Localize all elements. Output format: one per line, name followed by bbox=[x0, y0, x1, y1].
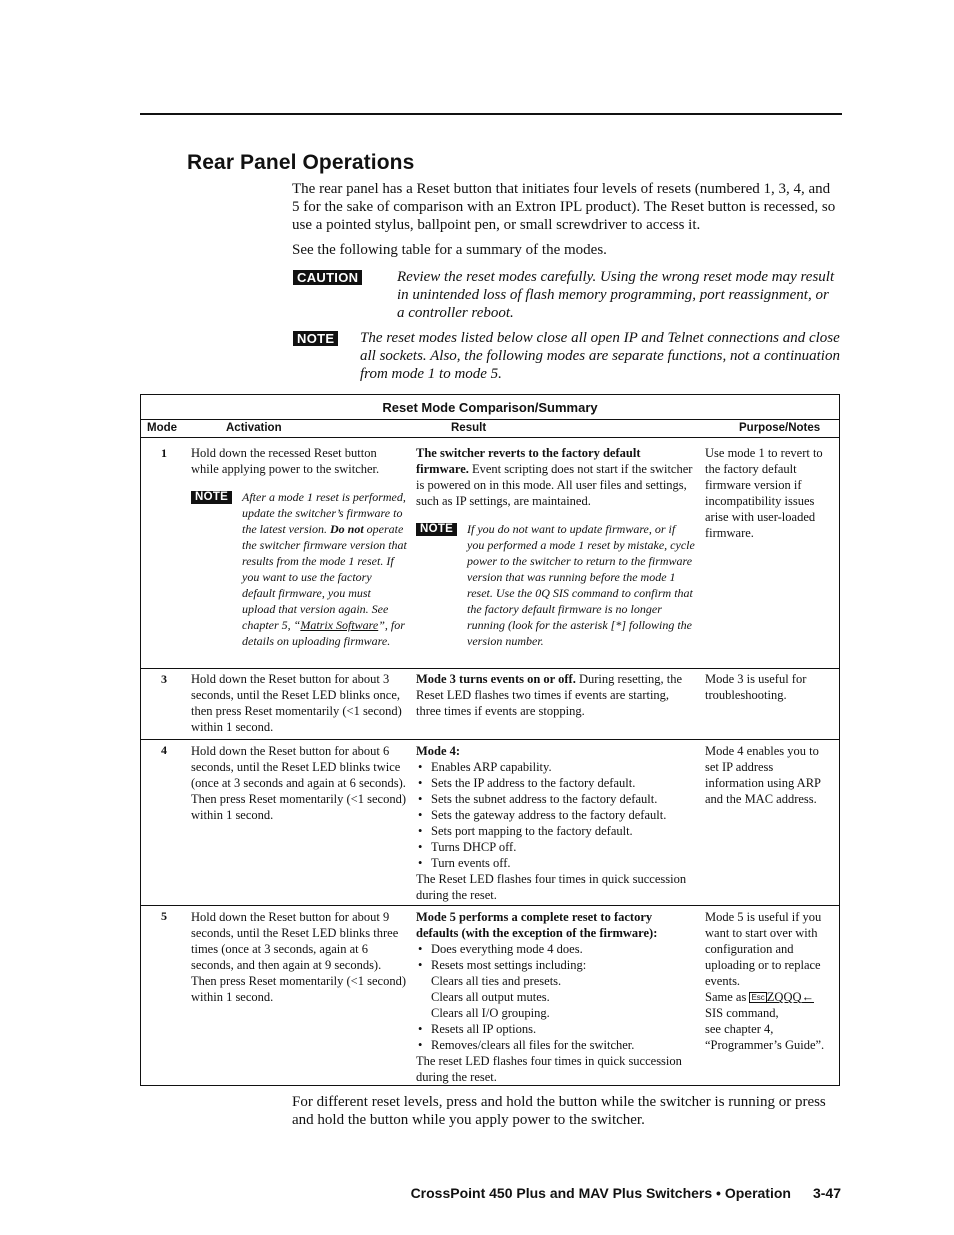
esc-key-icon: Esc bbox=[751, 993, 765, 1002]
result-bold: Mode 3 turns events on or off. bbox=[416, 672, 576, 686]
result-body: Event scripting does not start if the switcher is powered on in this mode. All user files and settings, such as IP settings, are maintained. bbox=[416, 462, 693, 508]
sub-item: Clears all I/O grouping. bbox=[431, 1006, 550, 1020]
note-text-part: After a mode 1 reset is performed, update the switcher’s firmware to the latest version. bbox=[242, 490, 406, 536]
purpose-text: Mode 5 is useful if you want to start over with configuration and uploading or to replace events. bbox=[705, 910, 822, 988]
mode-number: 3 bbox=[161, 672, 167, 686]
note-badge: NOTE bbox=[293, 331, 338, 346]
mode5-bullet-list-2 bbox=[416, 1021, 696, 1053]
mode-number: 4 bbox=[161, 743, 167, 757]
list-item: • Resets all IP options. bbox=[416, 1021, 696, 1037]
page-number: 3-47 bbox=[812, 1185, 841, 1201]
mode5-bullet-list bbox=[416, 941, 696, 973]
purpose-text: “Programmer’s Guide”. bbox=[705, 1038, 825, 1052]
matrix-software-link[interactable]: Matrix Software bbox=[300, 618, 379, 632]
list-item: • Turns DHCP off. bbox=[416, 839, 698, 855]
list-item: • Sets the gateway address to the factory default. bbox=[416, 807, 698, 823]
result-bold: Mode 4: bbox=[416, 744, 461, 758]
list-item: • Sets port mapping to the factory default. bbox=[416, 823, 698, 839]
activation-note-text bbox=[242, 489, 407, 649]
footer-title: CrossPoint 450 Plus and MAV Plus Switchers • Operation bbox=[410, 1185, 791, 1201]
intro-paragraph: The rear panel has a Reset button that initiates four levels of resets (numbered 1, 3, 4, and 5 for the sake of comparison with an Extron IPL product). The Reset button is recessed, so use a pointed stylus, ballpoint pen, or small screwdriver to access it. bbox=[292, 181, 836, 233]
row-divider bbox=[141, 739, 839, 740]
list-item: • Resets most settings including: bbox=[416, 957, 696, 973]
closing-paragraph: For different reset levels, press and hold the button while the switcher is running or press and hold the button while you apply power to the switcher. bbox=[292, 1094, 826, 1128]
note-badge: NOTE bbox=[416, 523, 457, 536]
mode4-bullet-list bbox=[416, 759, 698, 871]
sis-command bbox=[749, 990, 814, 1004]
list-item: • Removes/clears all files for the switcher. bbox=[416, 1037, 696, 1053]
page-footer bbox=[411, 1185, 841, 1201]
purpose-cell: Mode 3 is useful for troubleshooting. bbox=[705, 672, 807, 702]
command-text: ZQQQ bbox=[766, 990, 802, 1004]
caution-text: Review the reset modes carefully. Using the wrong reset mode may result in unintended loss of flash memory programming, port reassignment, or a controller reboot. bbox=[397, 269, 835, 321]
table-caption: Reset Mode Comparison/Summary bbox=[382, 400, 598, 415]
list-item: • Sets the subnet address to the factory default. bbox=[416, 791, 698, 807]
sub-item: Clears all ties and presets. bbox=[431, 974, 562, 988]
result-note-text: If you do not want to update firmware, or if you performed a mode 1 reset by mistake, cycle power to the switcher to return to the firmware version that was running before the mode 1 reset. Use the 0Q SIS command to confirm that the factory default firmware is no longer running (look for the asterisk [*] following the version number. bbox=[467, 522, 695, 648]
result-tail: The reset LED flashes four times in quick succession during the reset. bbox=[416, 1054, 682, 1084]
result-bold: Mode 5 performs a complete reset to factory defaults (with the exception of the firmware): bbox=[416, 910, 658, 940]
note-text-bold: Do not bbox=[329, 522, 364, 536]
purpose-cell: Mode 4 enables you to set IP address information using ARP and the MAC address. bbox=[705, 744, 821, 806]
result-text bbox=[416, 445, 696, 509]
result-tail: The Reset LED flashes four times in quick succession during the reset. bbox=[416, 872, 687, 902]
purpose-text: SIS command, bbox=[705, 1006, 779, 1020]
result-bold: The switcher reverts to the factory default firmware. bbox=[416, 446, 641, 476]
sub-item: Clears all output mutes. bbox=[431, 990, 550, 1004]
see-table-text: See the following table for a summary of the modes. bbox=[292, 242, 607, 258]
reset-mode-table bbox=[140, 394, 840, 1086]
sis-command-line bbox=[705, 989, 837, 1005]
table-header-row bbox=[141, 419, 839, 438]
activation-cell bbox=[191, 445, 406, 649]
list-item: • Enables ARP capability. bbox=[416, 759, 698, 775]
activation-cell: Hold down the Reset button for about 9 seconds, until the Reset LED blinks three times (once at 3 seconds, again at 6 seconds, and then again at 9 seconds). Then press Reset momentarily (<1 second) within 1 second. bbox=[191, 910, 406, 1004]
enter-arrow-icon: ← bbox=[801, 990, 814, 1004]
list-item: • Turn events off. bbox=[416, 855, 698, 871]
result-cell bbox=[416, 671, 696, 719]
page-title: Rear Panel Operations bbox=[187, 151, 415, 174]
purpose-text: Same as bbox=[705, 990, 750, 1004]
note-text: The reset modes listed below close all open IP and Telnet connections and close all sockets. Also, the following modes are separate functions, not a continuation from mode 1 to mode 5. bbox=[360, 330, 840, 382]
activation-cell: Hold down the Reset button for about 6 seconds, until the Reset LED blinks twice (once at 3 seconds and again at 6 seconds). Then press Reset momentarily (<1 second) within 1 second. bbox=[191, 744, 406, 822]
purpose-text: see chapter 4, bbox=[705, 1022, 774, 1036]
mode-number: 1 bbox=[161, 446, 167, 460]
activation-note bbox=[191, 489, 406, 649]
header-result: Result bbox=[451, 422, 487, 434]
header-mode: Mode bbox=[147, 422, 178, 434]
result-cell bbox=[416, 743, 698, 903]
row-divider bbox=[141, 905, 839, 906]
result-cell bbox=[416, 909, 696, 1085]
result-note bbox=[416, 521, 696, 649]
result-cell bbox=[416, 445, 696, 649]
header-purpose: Purpose/Notes bbox=[739, 422, 821, 434]
purpose-cell bbox=[705, 909, 837, 1053]
header-activation: Activation bbox=[226, 422, 282, 434]
caution-badge: CAUTION bbox=[293, 270, 362, 285]
note-text-part: operate the switcher firmware version that results from the mode 1 reset. If you want to use the factory default firmware, you must upload that version again. See chapter 5, “ bbox=[242, 522, 407, 632]
note-badge: NOTE bbox=[191, 491, 232, 504]
header-rule bbox=[140, 113, 842, 115]
result-body: During resetting, the Reset LED flashes two times if events are starting, three times if events are stopping. bbox=[416, 672, 683, 718]
activation-text: Hold down the recessed Reset button while applying power to the switcher. bbox=[191, 446, 380, 476]
mode-number: 5 bbox=[161, 909, 167, 923]
note-text-part: ”, for details on uploading firmware. bbox=[242, 618, 405, 648]
purpose-cell: Use mode 1 to revert to the factory default firmware version if incompatibility issues arise with user-loaded firmware. bbox=[705, 446, 823, 540]
activation-cell: Hold down the Reset button for about 3 seconds, until the Reset LED blinks once, then press Reset momentarily (<1 second) within 1 second. bbox=[191, 672, 402, 734]
list-item: • Does everything mode 4 does. bbox=[416, 941, 696, 957]
row-divider bbox=[141, 668, 839, 669]
list-item: • Sets the IP address to the factory default. bbox=[416, 775, 698, 791]
